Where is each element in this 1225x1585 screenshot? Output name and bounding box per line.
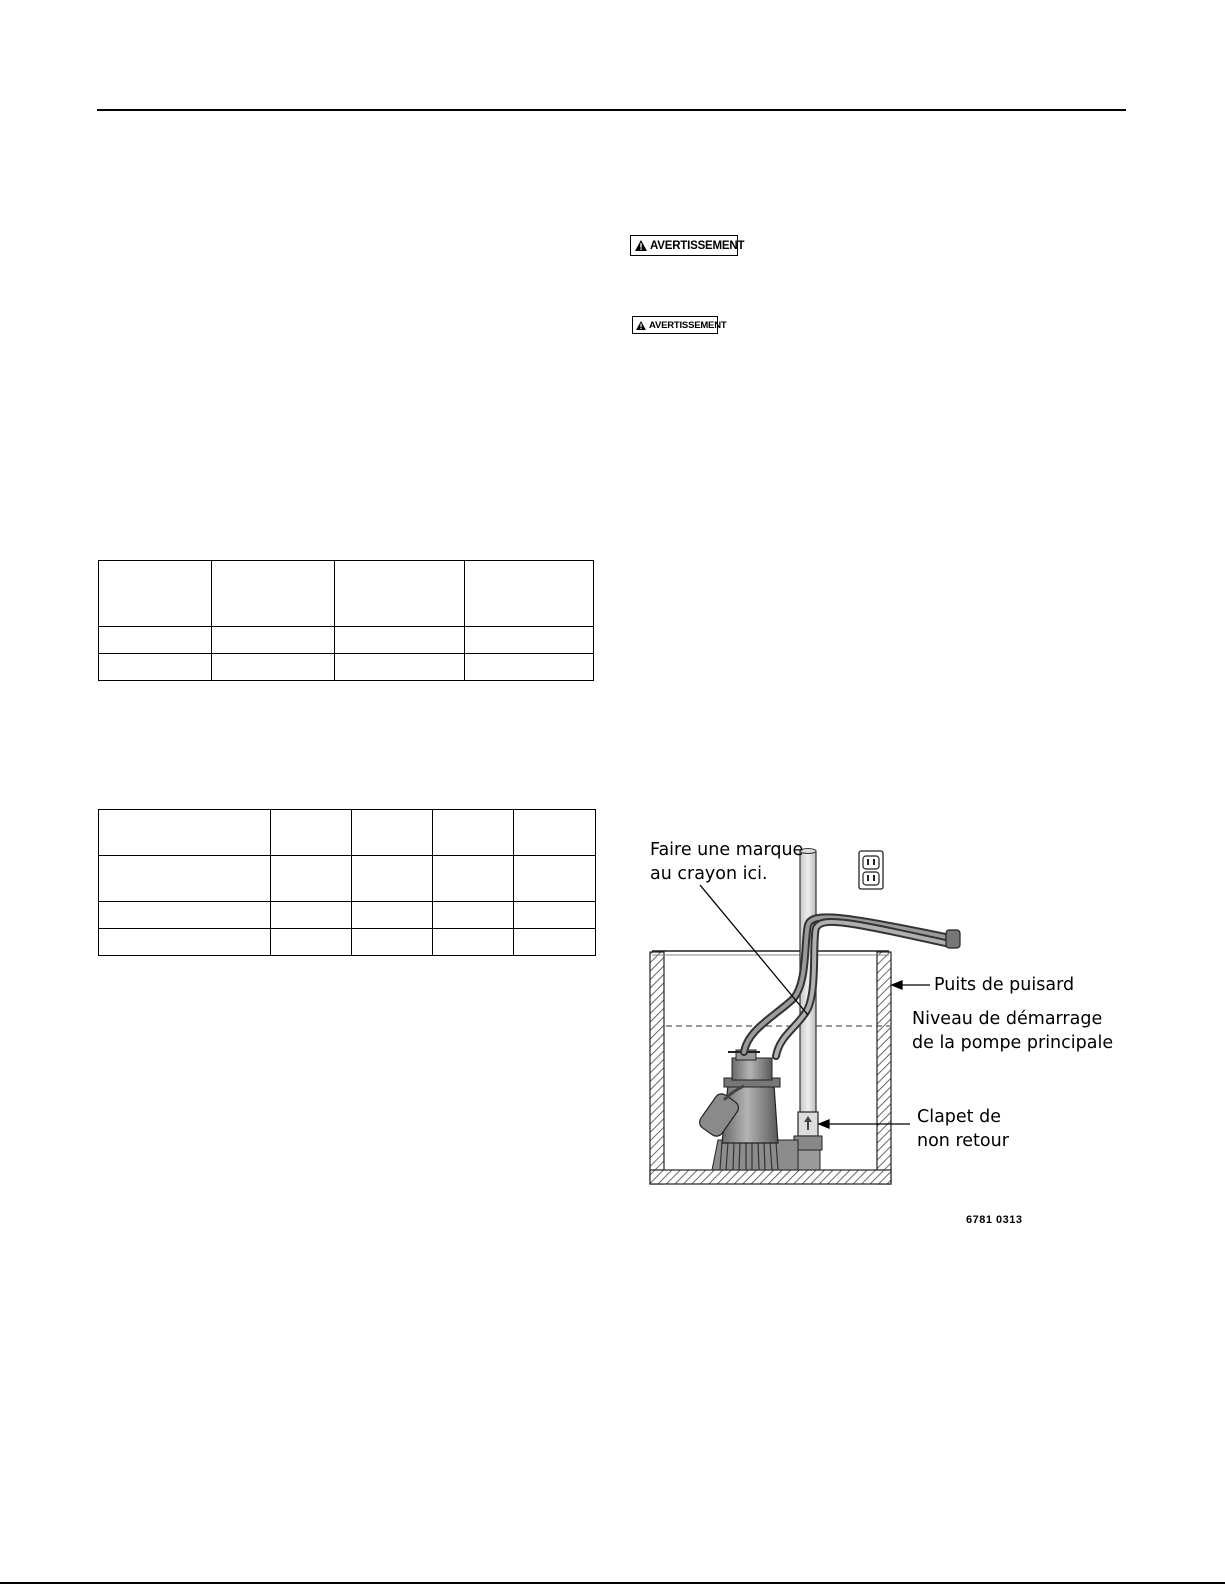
table-cell [99,810,271,856]
specs-table-1 [98,560,594,681]
table-cell [99,929,271,956]
mark-label: Faire une marque au crayon ici. [650,840,804,884]
table-row [99,810,596,856]
sump-label: Puits de puisard [934,975,1075,995]
table-cell [99,902,271,929]
sump-arrow [892,981,930,989]
table-cell [99,856,271,902]
table-cell [465,627,594,654]
start-level-label: Niveau de démarrage de la pompe principale [912,1009,1114,1053]
warning-badge-1 [630,235,745,256]
warning-label-1: AVERTISSEMENT [650,239,745,252]
table-cell [99,627,212,654]
table-cell [335,654,465,681]
header-rule [97,109,1126,111]
table-cell [433,856,514,902]
table-cell [271,810,352,856]
pit-right-wall [877,952,891,1184]
warning-triangle-icon [636,321,646,330]
check-valve-arrow [819,1120,910,1128]
table-cell [335,627,465,654]
table-cell [514,856,596,902]
table-cell [99,561,212,627]
figure-code: 6781 0313 [966,1214,1023,1226]
table-row [99,654,594,681]
wall-outlet-icon [859,851,883,889]
sump-pump-figure [600,820,1125,1240]
table-cell [465,654,594,681]
table-cell [271,929,352,956]
table-row [99,856,596,902]
table-cell [465,561,594,627]
table-row [99,902,596,929]
check-valve-label: Clapet de non retour [917,1107,1009,1151]
table-cell [271,856,352,902]
mark-leader-line [700,885,808,1015]
pit-left-wall [650,952,664,1184]
table-cell [212,627,335,654]
table-cell [352,929,433,956]
warning-label-2: AVERTISSEMENT [649,319,727,331]
table-cell [433,902,514,929]
table-cell [352,856,433,902]
table-row [99,561,594,627]
table-row [99,929,596,956]
pump-base [712,1140,798,1170]
table-cell [99,654,212,681]
table-row [99,627,594,654]
table-cell [514,902,596,929]
table-cell [352,902,433,929]
table-cell [433,929,514,956]
table-cell [433,810,514,856]
table-cell [352,810,433,856]
warning-triangle-icon [635,240,647,251]
pit-floor [650,1170,891,1184]
table-cell [212,561,335,627]
table-cell [335,561,465,627]
table-cell [514,929,596,956]
specs-table-2 [98,809,596,956]
table-cell [212,654,335,681]
warning-badge-2 [632,316,727,334]
table-cell [271,902,352,929]
cord-plug [946,930,960,948]
table-cell [514,810,596,856]
footer-rule [0,1582,1225,1584]
